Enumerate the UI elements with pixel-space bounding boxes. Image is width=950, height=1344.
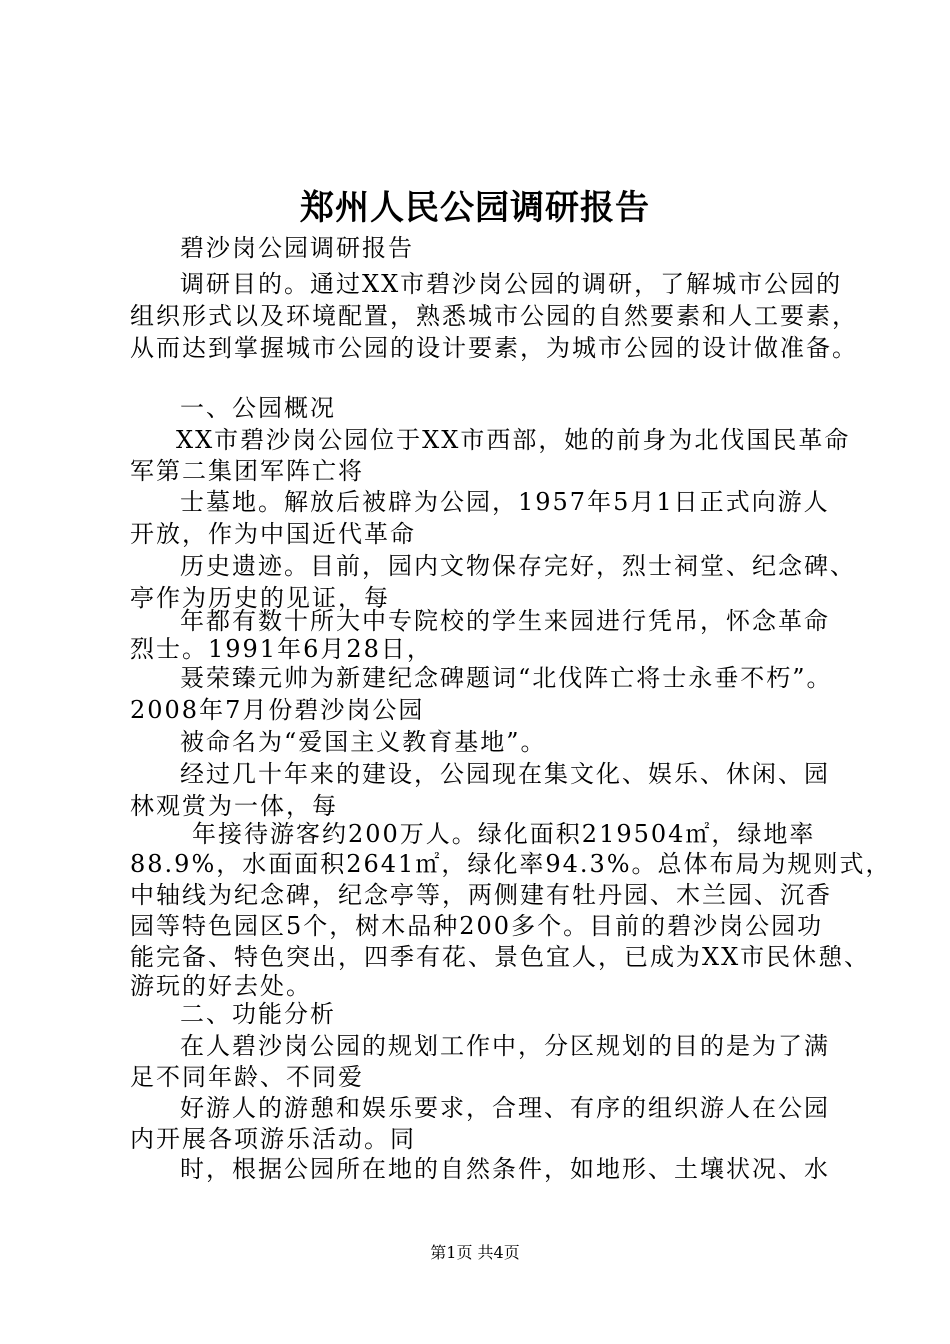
paragraph-line: 碧沙岗公园调研报告 bbox=[180, 234, 414, 262]
paragraph-line: 年接待游客约200万人。绿化面积219504㎡，绿地率 bbox=[192, 820, 816, 848]
paragraph-line: 时，根据公园所在地的自然条件，如地形、土壤状况、水 bbox=[180, 1155, 830, 1183]
page-number-footer: 第1页 共4页 bbox=[430, 1243, 520, 1262]
paragraph-line: 中轴线为纪念碑，纪念亭等，两侧建有牡丹园、木兰园、沉香 bbox=[130, 881, 832, 909]
paragraph-line: 开放，作为中国近代革命 bbox=[130, 520, 416, 548]
paragraph-line: 在人碧沙岗公园的规划工作中，分区规划的目的是为了满 bbox=[180, 1032, 830, 1060]
paragraph-line: 烈士。1991年6月28日， bbox=[130, 635, 433, 663]
paragraph-line: 亭作为历史的见证，每 bbox=[130, 584, 390, 612]
paragraph-line: 组织形式以及环境配置，熟悉城市公园的自然要素和人工要素， bbox=[130, 302, 858, 330]
paragraph-line: 经过几十年来的建设，公园现在集文化、娱乐、休闲、园 bbox=[180, 760, 830, 788]
paragraph-line: 园等特色园区5个，树木品种200多个。目前的碧沙岗公园功 bbox=[130, 912, 824, 940]
paragraph-line: 游玩的好去处。 bbox=[130, 972, 312, 1000]
paragraph-line: 林观赏为一体，每 bbox=[130, 792, 338, 820]
section-heading: 一、公园概况 bbox=[180, 394, 336, 422]
section-heading: 二、功能分析 bbox=[180, 1000, 336, 1028]
paragraph-line: 被命名为“爱国主义教育基地”。 bbox=[180, 728, 547, 756]
paragraph-line: 年都有数十所大中专院校的学生来园进行凭吊，怀念革命 bbox=[180, 607, 830, 635]
paragraph-line: 好游人的游憩和娱乐要求，合理、有序的组织游人在公园 bbox=[180, 1094, 830, 1122]
paragraph-line: 士墓地。解放后被辟为公园，1957年5月1日正式向游人 bbox=[180, 488, 830, 516]
paragraph-line: 2008年7月份碧沙岗公园 bbox=[130, 696, 425, 724]
document-title: 郑州人民公园调研报告 bbox=[300, 188, 650, 228]
paragraph-line: 从而达到掌握城市公园的设计要素，为城市公园的设计做准备。 bbox=[130, 334, 858, 362]
paragraph-line: 88.9%，水面面积2641㎡，绿化率94.3%。总体布局为规则式， bbox=[130, 850, 892, 878]
paragraph-line: 调研目的。通过XX市碧沙岗公园的调研，了解城市公园的 bbox=[180, 270, 843, 298]
paragraph-line: 军第二集团军阵亡将 bbox=[130, 457, 364, 485]
paragraph-line: 能完备、特色突出，四季有花、景色宜人，已成为XX市民休憩、 bbox=[130, 943, 871, 971]
paragraph-line: 历史遗迹。目前，园内文物保存完好，烈士祠堂、纪念碑、 bbox=[180, 552, 856, 580]
paragraph-line: 聂荣臻元帅为新建纪念碑题词“北伐阵亡将士永垂不朽”。 bbox=[180, 664, 833, 692]
paragraph-line: XX市碧沙岗公园位于XX市西部，她的前身为北伐国民革命 bbox=[176, 426, 851, 454]
paragraph-line: 内开展各项游乐活动。同 bbox=[130, 1125, 416, 1153]
paragraph-line: 足不同年龄、不同爱 bbox=[130, 1063, 364, 1091]
